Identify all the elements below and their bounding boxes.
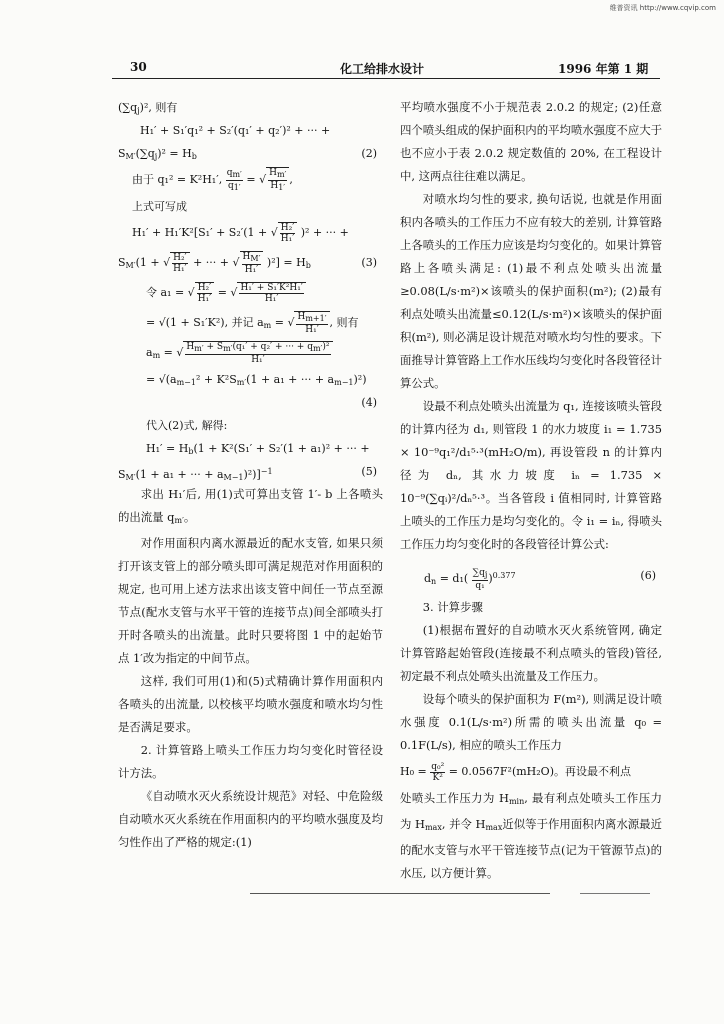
footer-rule (580, 893, 650, 894)
paragraph: 处喷头工作压力为 $H_{min}$, 最有利点处喷头工作压力为 $H_{max}$, 并令 $H_{max}$近似等于作用面积内离水源最近的配水支管与水平干管连接节点(记为干管源节点)的水压, 以方便计算。 (400, 791, 662, 880)
equation-h0: H₀ = $\frac{\text{q₀²}}{\text{K²}}$ = 0.0567F²(mH₂O)。再设最不利点 (400, 761, 631, 783)
equation-line: = √(1 + S₁′K²), 并记 $a_m$ = √ $\frac{Hm+1'}{\text{H₁′}}$ , 则有 (146, 312, 359, 335)
equation-line: H₁′ + S₁′q₁² + S₂′(q₁′ + q₂′)² + ··· + (140, 124, 331, 137)
equation-5: $S_{M'}(1 + a_1$ + ··· + $a_{M-1})^2)]^{-1}$ (5) (118, 465, 377, 482)
equation-line: H₁′ + H₁′K²[S₁′ + S₂′(1 + √ $\frac{\text{H₂′}}{\text{H₁′}}$ )² + ··· + (132, 223, 349, 244)
paragraph: 求出 H₁′后, 用(1)式可算出支管 1′- b 上各喷头的出流量 $q_{m'}$。 (118, 487, 383, 525)
paragraph: (1)根据布置好的自动喷水灭火系统管网, 确定计算管路起始管段(连接最不利点喷头的管段)管径, 初定最不利点处喷头出流量及工作压力。 (400, 623, 662, 683)
page-number: 30 (130, 60, 147, 74)
header-rule (112, 78, 660, 79)
paragraph: 《自动喷水灭火系统设计规范》对轻、中危险级自动喷水灭火系统在作用面积内的平均喷水强度及均匀性作出了严格的规定:(1) (118, 789, 383, 849)
footer-rule (250, 893, 550, 894)
running-header (0, 60, 724, 78)
right-column (400, 96, 662, 885)
journal-title: 化工给排水设计 (340, 62, 425, 76)
section-heading: 2. 计算管路上喷头工作压力均匀变化时管径设计方法。 (118, 743, 383, 780)
text-line: 上式可写成 (132, 200, 187, 213)
equation-4-number: (4) (361, 396, 377, 409)
paragraph: 这样, 我们可用(1)和(5)式精确计算作用面积内各喷头的出流量, 以校核平均喷水强度和喷水均匀性是否满足要求。 (118, 674, 383, 734)
equation-line: $H_1' = H_b(1 + K^2(S_1' + S_2'(1 + a_1)^2$ + ··· + (146, 442, 370, 456)
watermark: 维普资讯 http://www.cqvip.com (609, 4, 716, 12)
equation-line: $(\sum q_j)^2$, 则有 (118, 101, 178, 115)
equation-line: 令 a₁ = √ $\frac{\text{H₂′}}{\text{H₁′}}$ = √ $\frac{\text{H₁′ + S₁′K²H₁′}}{\text{H₁′}}$ (118, 278, 383, 308)
equation-6: $d_n = d_1$( $\frac{\sum qj}{\text{q₁}}$ )$^{0.377}$ (6) (424, 567, 656, 591)
section-heading: 3. 计算步骤 (422, 600, 483, 614)
equation-line: 由于 q₁² = K²H₁′, $\frac{qm'}{q1'}$ = √ $\frac{Hm'}{H1'}$ , (132, 167, 293, 192)
equation-3: $S_{M'}(1$ + √ $\frac{\text{H₂′}}{\text{H₁′}}$ + ··· + √ $\frac{HM'}{\text{H₁′}}$ )$^2] = H_b$ (3) (118, 252, 377, 275)
paragraph: 设每个喷头的保护面积为 F(m²), 则满足设计喷水强度 0.1(L/s·m²)所需的喷头出流量 q₀ = 0.1F(L/s), 相应的喷头工作压力 (400, 692, 662, 752)
left-column (118, 96, 383, 854)
issue-label: 1996 年第 1 期 (558, 62, 649, 76)
equation-line: $a_m$ = √ $\frac{\text{Hm′ + Sm′(q₁′ + q₂′ + ··· + qm′)²}}{\text{H₁′}}$ (118, 338, 383, 368)
paragraph: 对喷水均匀性的要求, 换句话说, 也就是作用面积内各喷头的工作压力不应有较大的差别, 计算管路上各喷头的工作压力应该是均匀变化的。如果计算管路上各喷头满足: (1)最不利点处喷头出流量≥0.08(L/s·m²)×该喷头的保护面积(m²); (2)最有利点处喷头出流量≤0.12(L/s·m²)×该喷头的保护面积(m²), 则必满足设计规范对喷水均匀性的要求。下面推导计算管路上工作水压线均匀变化时各段管径计算公式。 (400, 192, 662, 390)
paragraph: 对作用面积内离水源最近的配水支管, 如果只须打开该支管上的部分喷头即可满足规范对作用面积的规定, 也可用上述方法求出该支管中间任一节点至源节点(配水支管与水平干管的连接节点)间全部喷头打开时各喷头的出流量。此时只要将图 1 中的起始节点 1′改为指定的中间节点。 (118, 536, 383, 665)
paragraph: 设最不利点处喷头出流量为 q₁, 连接该喷头管段的计算内径为 d₁, 则管段 1 的水力坡度 i₁ = 1.735 × 10⁻⁹q₁²/d₁⁵·³(mH₂O/m), 再设管段 n 的计算内径为 dₙ, 其水力坡度 iₙ = 1.735 × 10⁻⁹(∑qᵢ)²/dₙ⁵·³。当各管段 i 值相同时, 计算管路上喷头的工作压力是均匀变化的。令 i₁ = iₙ, 得喷头工作压力均匀变化时的各段管径计算公式: (400, 399, 662, 551)
equation-2: $S_{M'}(\sum q_j)^2 = H_b$ (2) (118, 147, 377, 161)
paragraph: 平均喷水强度不小于规范表 2.0.2 的规定; (2)任意四个喷头组成的保护面积内的平均喷水强度不应大于也不应小于表 2.0.2 规定数值的 20%, 在工程设计中, 这两点往往难以满足。 (400, 100, 662, 183)
equation-line: = $√(a_{m-1}^2 + K^2S_{m'}(1 + a_1$ + ··· + $a_{m-1})^2$) (146, 373, 367, 387)
text-line: 代入(2)式, 解得: (146, 419, 228, 432)
